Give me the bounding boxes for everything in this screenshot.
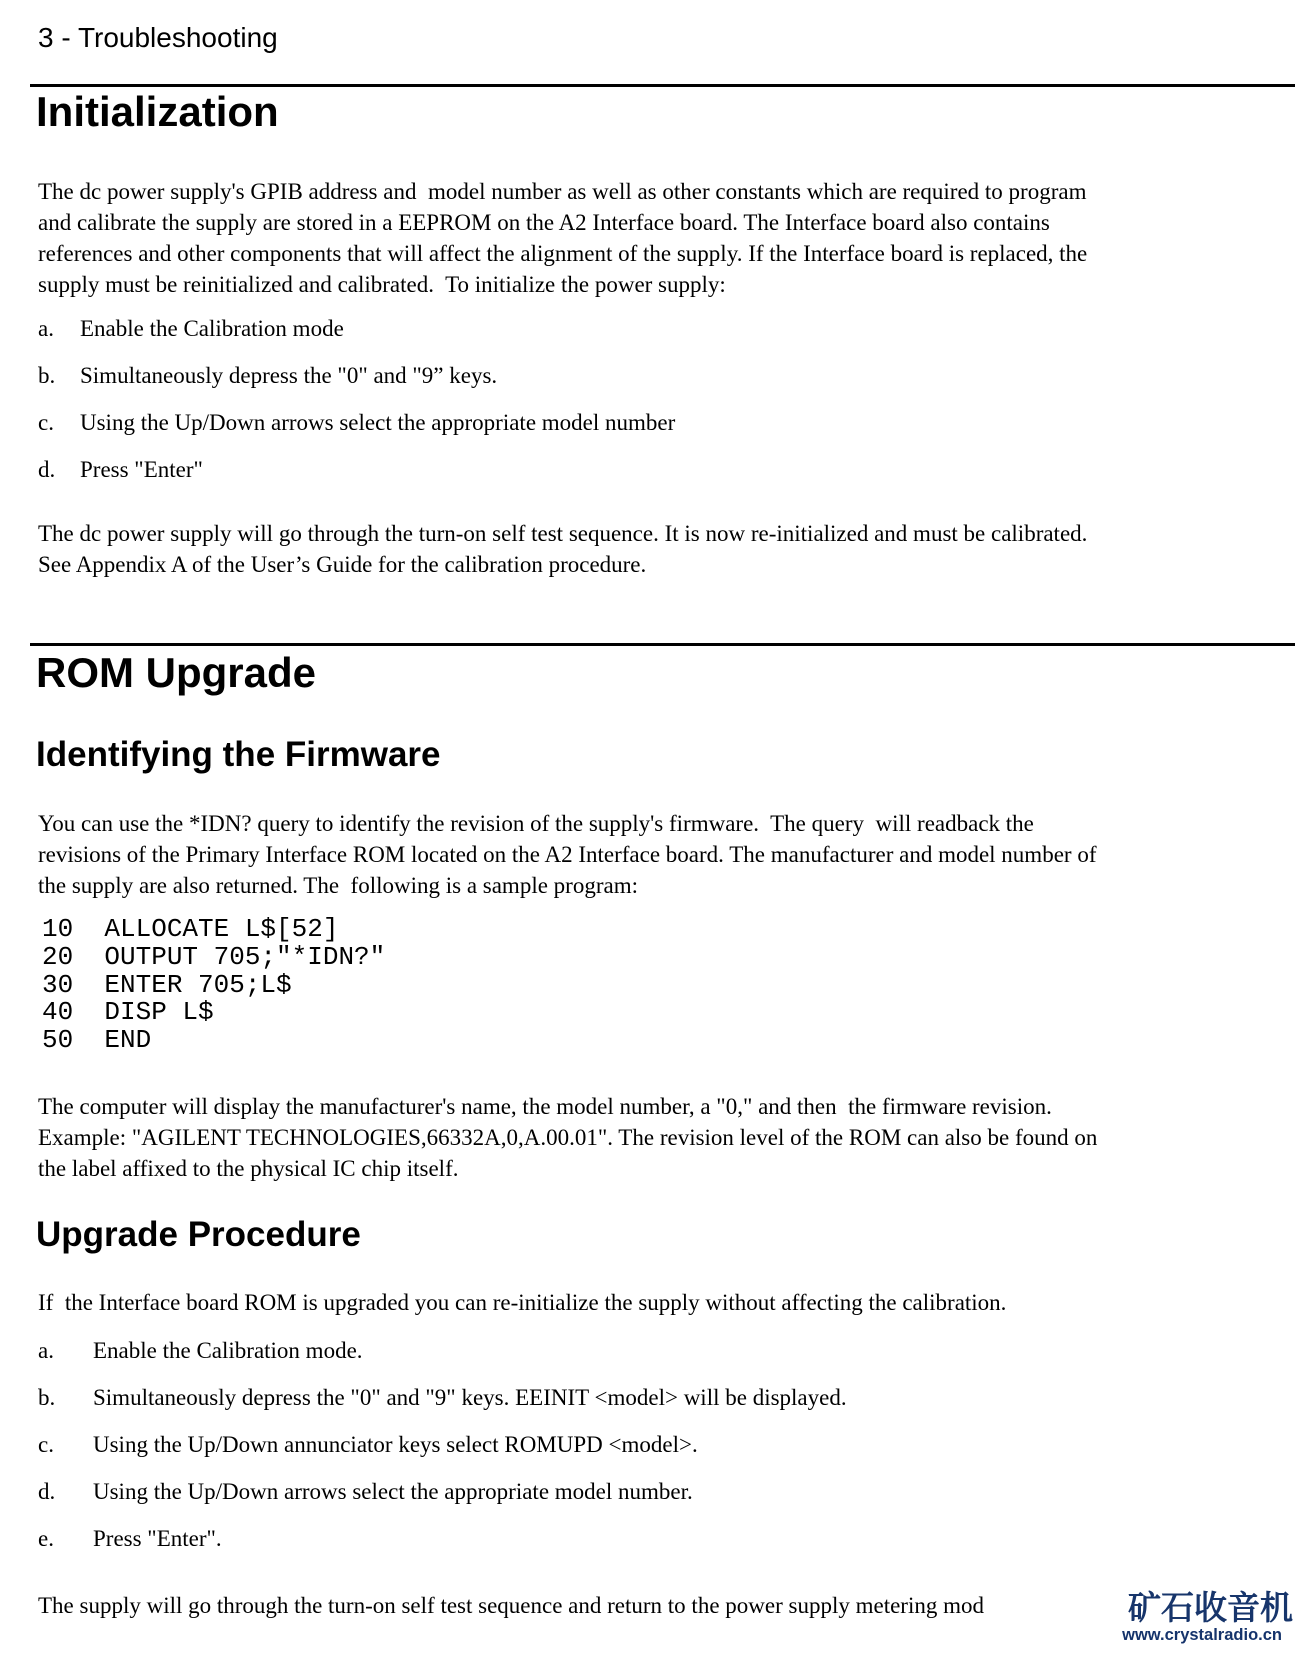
sample-program-code-block <box>42 916 385 1055</box>
text-line: The dc power supply's GPIB address and model number as well as other constants which are required to program <box>38 179 1087 204</box>
list-item-text: Using the Up/Down arrows select the appropriate model number <box>80 410 676 435</box>
identifying-outro-paragraph <box>38 1091 1097 1184</box>
text-line: 30 ENTER 705;L$ <box>42 969 292 1000</box>
watermark-brand-text: 矿石收音机 <box>1128 1589 1293 1626</box>
text-line: See Appendix A of the User’s Guide for the calibration procedure. <box>38 552 647 577</box>
list-item-text: Enable the Calibration mode <box>80 316 344 341</box>
initialization-outro-paragraph <box>38 518 1087 580</box>
identifying-intro-paragraph <box>38 808 1096 901</box>
list-item-marker: b. <box>38 1385 56 1410</box>
list-item-text: Enable the Calibration mode. <box>93 1338 363 1363</box>
text-line: supply must be reinitialized and calibrated. To initialize the power supply: <box>38 272 726 297</box>
watermark-url-text: www.crystalradio.cn <box>1122 1626 1282 1644</box>
text-line: references and other components that will affect the alignment of the supply. If the Interface board is replaced, the <box>38 241 1088 266</box>
text-line: the supply are also returned. The following is a sample program: <box>38 873 638 898</box>
text-line: 10 ALLOCATE L$[52] <box>42 914 339 944</box>
subsection-title-identifying-firmware: Identifying the Firmware <box>36 735 441 774</box>
text-line: revisions of the Primary Interface ROM located on the A2 Interface board. The manufacturer and model number of <box>38 842 1097 867</box>
text-line: If the Interface board ROM is upgraded you can re-initialize the supply without affecting the calibration. <box>38 1290 1007 1315</box>
list-item-text: Using the Up/Down arrows select the appropriate model number. <box>93 1479 693 1504</box>
crystalradio-watermark <box>1120 1580 1295 1653</box>
subsection-title-upgrade-procedure: Upgrade Procedure <box>36 1215 361 1254</box>
list-item-text: Simultaneously depress the "0" and "9" keys. EEINIT <model> will be displayed. <box>93 1385 847 1410</box>
text-line: The computer will display the manufacturer's name, the model number, a "0," and then the firmware revision. <box>38 1094 1052 1119</box>
section-title-rom-upgrade: ROM Upgrade <box>36 649 317 696</box>
initialization-intro-paragraph <box>38 176 1087 300</box>
text-line: Example: "AGILENT TECHNOLOGIES,66332A,0,A.00.01". The revision level of the ROM can also be found on <box>38 1125 1098 1150</box>
text-line: You can use the *IDN? query to identify the revision of the supply's firmware. The query will readback the <box>38 811 1034 836</box>
list-item-marker: b. <box>38 363 56 388</box>
section-divider-rule <box>30 643 1295 646</box>
text-line: 20 OUTPUT 705;"*IDN?" <box>42 941 386 972</box>
list-item-text: Press "Enter". <box>93 1526 222 1551</box>
list-item-marker: d. <box>38 1479 56 1504</box>
list-item-text: Press "Enter" <box>80 457 203 482</box>
list-item-marker: c. <box>38 410 54 435</box>
running-header: 3 - Troubleshooting <box>38 22 278 53</box>
list-item-marker: e. <box>38 1526 54 1551</box>
list-item-marker: c. <box>38 1432 54 1457</box>
upgrade-procedure-intro-paragraph <box>38 1287 1006 1318</box>
text-line: and calibrate the supply are stored in a EEPROM on the A2 Interface board. The Interface board also contains <box>38 210 1050 235</box>
text-line: the label affixed to the physical IC chip itself. <box>38 1156 459 1181</box>
section-title-initialization: Initialization <box>36 88 279 135</box>
list-item-text: Using the Up/Down annunciator keys select ROMUPD <model>. <box>93 1432 698 1457</box>
text-line: The supply will go through the turn-on self test sequence and return to the power supply metering mod <box>38 1593 984 1618</box>
text-line: 50 END <box>42 1025 152 1056</box>
list-item-marker: a. <box>38 1338 54 1363</box>
text-line: 40 DISP L$ <box>42 997 214 1028</box>
list-item-marker: d. <box>38 457 56 482</box>
section-divider-rule <box>30 84 1295 87</box>
list-item-marker: a. <box>38 316 54 341</box>
text-line: The dc power supply will go through the turn-on self test sequence. It is now re-initialized and must be calibrated. <box>38 521 1088 546</box>
closing-paragraph <box>38 1590 984 1621</box>
list-item-text: Simultaneously depress the "0" and "9” keys. <box>80 363 498 388</box>
